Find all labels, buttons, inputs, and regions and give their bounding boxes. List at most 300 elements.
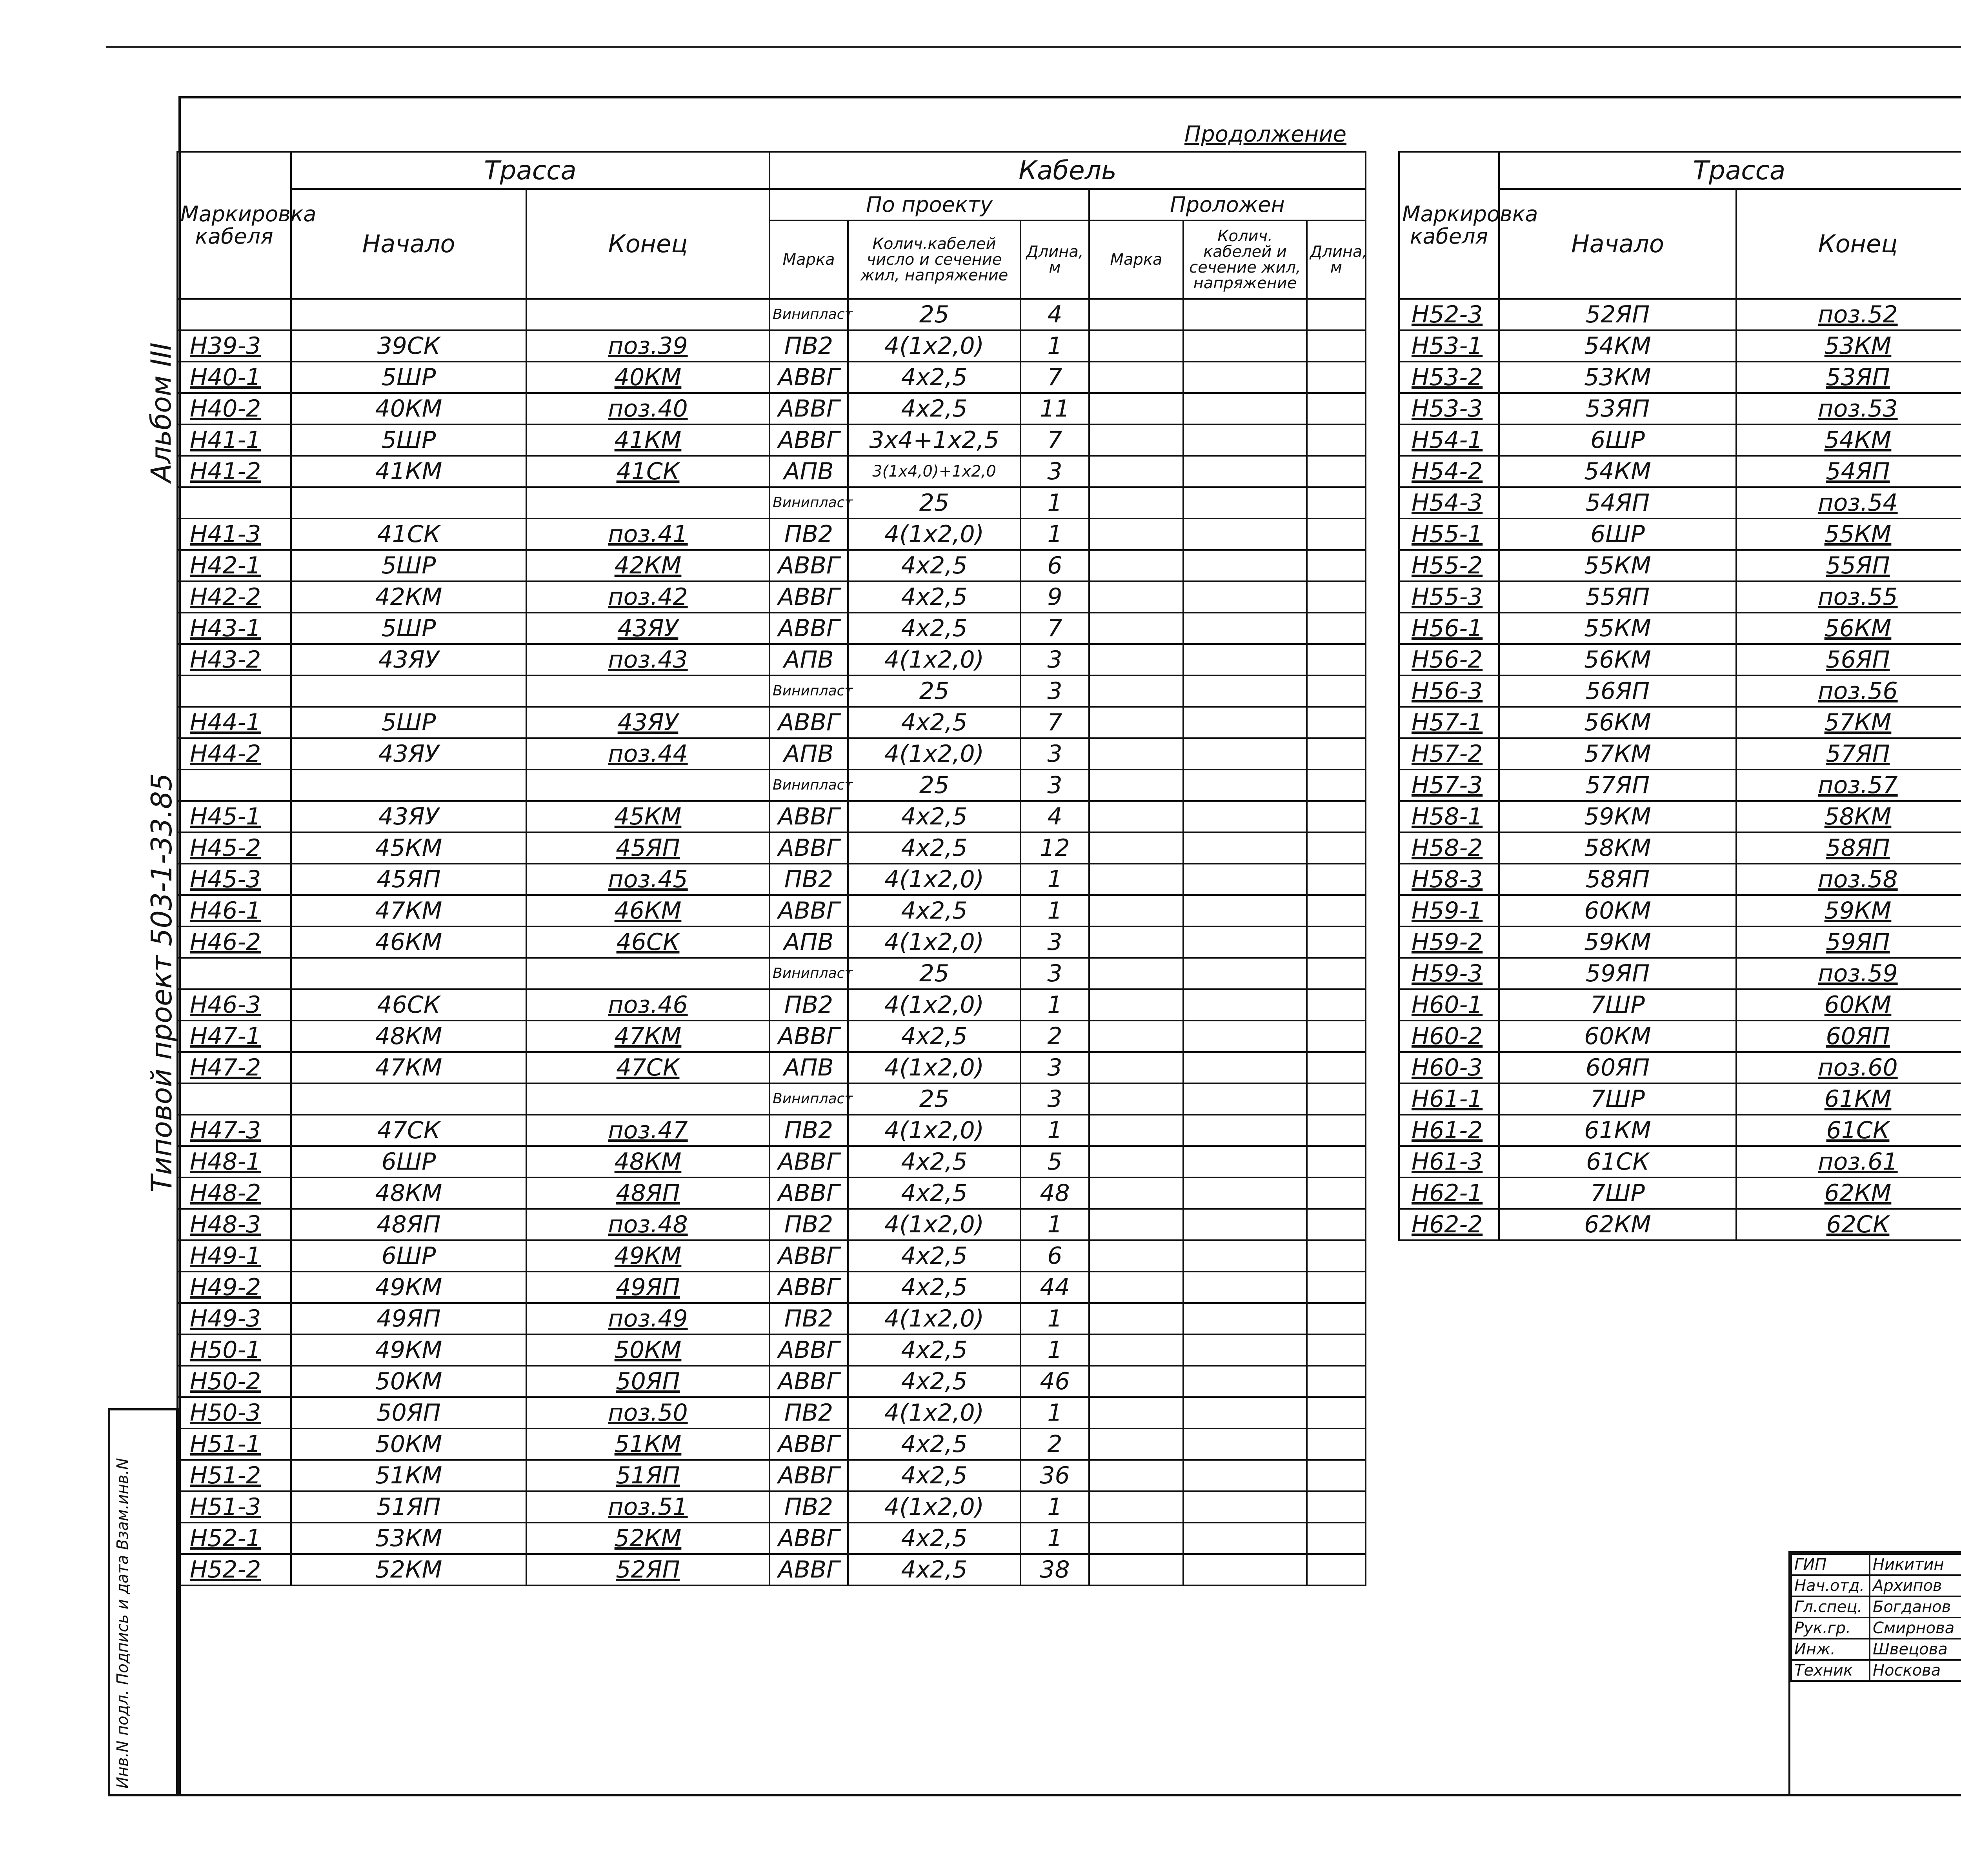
cell-start: 43ЯУ (291, 801, 526, 832)
cell-end (526, 299, 769, 330)
table-row (1399, 1177, 1961, 1209)
cell-brand: ПВ2 (769, 1209, 848, 1240)
cell-laid-empty (1183, 1491, 1307, 1523)
cell-marking: Н53-3 (1399, 393, 1499, 424)
cell-end: 54ЯП (1736, 456, 1961, 487)
cell-laid-empty (1307, 1334, 1366, 1366)
table-row (1399, 550, 1961, 581)
cell-length: 1 (1021, 864, 1089, 895)
cell-laid-empty (1089, 989, 1183, 1021)
table-row (1399, 926, 1961, 958)
cell-brand: АВВГ (769, 1272, 848, 1303)
cell-laid-empty (1183, 1272, 1307, 1303)
cell-laid-empty (1089, 1083, 1183, 1115)
cell-brand: АВВГ (769, 1021, 848, 1052)
cell-end: 51ЯП (526, 1460, 769, 1491)
table-row (177, 330, 1366, 362)
table-row (1399, 330, 1961, 362)
cell-start: 53КМ (291, 1523, 526, 1554)
cell-length: 12 (1021, 832, 1089, 864)
cell-marking: Н56-3 (1399, 675, 1499, 707)
cell-length: 7 (1021, 362, 1089, 393)
cell-brand: АПВ (769, 644, 848, 675)
cell-start: 61КМ (1499, 1115, 1736, 1146)
stamp-person-row (1791, 1554, 1961, 1575)
cell-laid-empty (1307, 864, 1366, 895)
cell-marking: Н55-1 (1399, 519, 1499, 550)
table-row (177, 1115, 1366, 1146)
cell-end: 59ЯП (1736, 926, 1961, 958)
header-laid-brand: Марка (1089, 220, 1183, 299)
cell-marking: Н60-1 (1399, 989, 1499, 1021)
cell-marking: Н58-2 (1399, 832, 1499, 864)
cell-spec: 4(1х2,0) (848, 989, 1021, 1021)
cell-spec: 4(1х2,0) (848, 1303, 1021, 1334)
cell-spec: 4(1х2,0) (848, 926, 1021, 958)
cell-end: 43ЯУ (526, 613, 769, 644)
cell-marking: Н46-2 (177, 926, 291, 958)
cell-length: 3 (1021, 644, 1089, 675)
table-row (177, 519, 1366, 550)
cell-spec: 4х2,5 (848, 1554, 1021, 1585)
table-row (1399, 864, 1961, 895)
cell-laid-empty (1183, 1303, 1307, 1334)
cell-laid-empty (1089, 1021, 1183, 1052)
cell-spec: 4(1х2,0) (848, 1052, 1021, 1083)
cell-laid-empty (1307, 1523, 1366, 1554)
cell-laid-empty (1307, 1554, 1366, 1585)
table-row (1399, 613, 1961, 644)
cell-end: 59КМ (1736, 895, 1961, 926)
cell-spec: 4(1х2,0) (848, 330, 1021, 362)
cell-end: поз.55 (1736, 581, 1961, 613)
cell-laid-empty (1183, 958, 1307, 989)
cell-marking: Н58-3 (1399, 864, 1499, 895)
table-row (177, 801, 1366, 832)
table-row (177, 1272, 1366, 1303)
header-route: Трасса (1499, 152, 1961, 189)
cable-journal-right (1398, 151, 1961, 1241)
cell-start: 47СК (291, 1115, 526, 1146)
cell-laid-empty (1089, 299, 1183, 330)
cell-start: 54ЯП (1499, 487, 1736, 519)
cell-start: 7ШР (1499, 1177, 1736, 1209)
cell-laid-empty (1307, 1460, 1366, 1491)
cell-start: 43ЯУ (291, 644, 526, 675)
cell-marking: Н45-2 (177, 832, 291, 864)
table-row (177, 926, 1366, 958)
cell-marking: Н41-1 (177, 424, 291, 456)
stamp-role: Гл.спец. (1791, 1596, 1870, 1618)
cell-marking: Н49-1 (177, 1240, 291, 1272)
cell-brand: ПВ2 (769, 330, 848, 362)
cell-brand: АВВГ (769, 393, 848, 424)
cell-spec: 25 (848, 770, 1021, 801)
cell-start (291, 675, 526, 707)
cell-end: 61КМ (1736, 1083, 1961, 1115)
cell-spec: 4х2,5 (848, 362, 1021, 393)
cell-marking: Н56-1 (1399, 613, 1499, 644)
cell-laid-empty (1307, 1209, 1366, 1240)
cell-start: 54КМ (1499, 330, 1736, 362)
cell-marking: Н60-3 (1399, 1052, 1499, 1083)
cell-brand: АВВГ (769, 613, 848, 644)
cell-laid-empty (1183, 1397, 1307, 1428)
cell-end: поз.49 (526, 1303, 769, 1334)
title-block (1788, 1551, 1961, 1796)
table-row (177, 895, 1366, 926)
cell-start: 50ЯП (291, 1397, 526, 1428)
table-row (177, 1083, 1366, 1115)
table-row (1399, 456, 1961, 487)
table-row (177, 1303, 1366, 1334)
cell-brand: ПВ2 (769, 864, 848, 895)
cell-end: поз.43 (526, 644, 769, 675)
cell-marking: Н42-2 (177, 581, 291, 613)
cell-laid-empty (1183, 1052, 1307, 1083)
cell-start: 51ЯП (291, 1491, 526, 1523)
cell-marking: Н59-1 (1399, 895, 1499, 926)
table-row (177, 424, 1366, 456)
cell-laid-empty (1183, 989, 1307, 1021)
cell-spec: 25 (848, 299, 1021, 330)
table-row (177, 1366, 1366, 1397)
cell-spec: 4х2,5 (848, 707, 1021, 738)
cell-start: 53ЯП (1499, 393, 1736, 424)
cell-length: 1 (1021, 989, 1089, 1021)
cell-laid-empty (1089, 801, 1183, 832)
cell-end: поз.51 (526, 1491, 769, 1523)
cell-marking: Н54-1 (1399, 424, 1499, 456)
cell-laid-empty (1089, 1240, 1183, 1272)
cell-start: 53КМ (1499, 362, 1736, 393)
cell-start: 54КМ (1499, 456, 1736, 487)
cell-end: 55КМ (1736, 519, 1961, 550)
cell-laid-empty (1183, 1460, 1307, 1491)
cell-marking: Н57-3 (1399, 770, 1499, 801)
cell-start: 6ШР (1499, 519, 1736, 550)
header-end: Конец (526, 189, 769, 299)
table-row (177, 738, 1366, 770)
cell-spec: 25 (848, 1083, 1021, 1115)
cell-laid-empty (1089, 1272, 1183, 1303)
cell-laid-empty (1183, 1523, 1307, 1554)
cell-laid-empty (1089, 487, 1183, 519)
cell-brand: АПВ (769, 738, 848, 770)
cell-end: 52ЯП (526, 1554, 769, 1585)
cell-marking: Н45-3 (177, 864, 291, 895)
header-start: Начало (291, 189, 526, 299)
cell-marking: Н49-3 (177, 1303, 291, 1334)
cell-marking: Н51-2 (177, 1460, 291, 1491)
cell-brand: ПВ2 (769, 1491, 848, 1523)
cell-start: 61СК (1499, 1146, 1736, 1177)
cell-laid-empty (1307, 299, 1366, 330)
cell-length: 3 (1021, 958, 1089, 989)
cell-end: 43ЯУ (526, 707, 769, 738)
cell-brand: ПВ2 (769, 1397, 848, 1428)
table-row (177, 1146, 1366, 1177)
cell-end: 62КМ (1736, 1177, 1961, 1209)
cell-laid-empty (1183, 1115, 1307, 1146)
cell-start: 45ЯП (291, 864, 526, 895)
right-rows (1399, 299, 1961, 1240)
cell-laid-empty (1183, 895, 1307, 926)
cell-start: 49КМ (291, 1334, 526, 1366)
cell-end: 42КМ (526, 550, 769, 581)
cell-marking: Н61-3 (1399, 1146, 1499, 1177)
cell-spec: 4х2,5 (848, 393, 1021, 424)
table-row (1399, 895, 1961, 926)
cell-brand: Винипласт (769, 299, 848, 330)
cell-laid-empty (1307, 1428, 1366, 1460)
cell-end: поз.42 (526, 581, 769, 613)
cell-length: 36 (1021, 1460, 1089, 1491)
cell-end: 49ЯП (526, 1272, 769, 1303)
table-row (177, 550, 1366, 581)
header-end: Конец (1736, 189, 1961, 299)
cell-laid-empty (1183, 1366, 1307, 1397)
cell-length: 3 (1021, 926, 1089, 958)
table-row (177, 770, 1366, 801)
cell-laid-empty (1307, 1146, 1366, 1177)
cell-end: поз.39 (526, 330, 769, 362)
cell-laid-empty (1307, 456, 1366, 487)
cell-brand: АВВГ (769, 1177, 848, 1209)
table-row (1399, 801, 1961, 832)
cell-end: поз.54 (1736, 487, 1961, 519)
stamp-name: Смирнова (1870, 1618, 1961, 1639)
cell-spec: 3(1х4,0)+1х2,0 (848, 456, 1021, 487)
cell-marking: Н47-3 (177, 1115, 291, 1146)
cell-spec: 4х2,5 (848, 1523, 1021, 1554)
cell-marking: Н52-1 (177, 1523, 291, 1554)
cell-laid-empty (1089, 1397, 1183, 1428)
cell-length: 3 (1021, 456, 1089, 487)
cell-marking (177, 487, 291, 519)
cell-laid-empty (1307, 926, 1366, 958)
cell-spec: 4х2,5 (848, 1021, 1021, 1052)
cell-marking: Н51-1 (177, 1428, 291, 1460)
table-row (177, 1523, 1366, 1554)
project-label: Типовой проект 503-1-33.85 (145, 773, 178, 1192)
cell-laid-empty (1183, 1209, 1307, 1240)
cell-end: поз.57 (1736, 770, 1961, 801)
cell-length: 1 (1021, 1397, 1089, 1428)
cell-laid-empty (1183, 519, 1307, 550)
cell-laid-empty (1089, 926, 1183, 958)
cell-marking: Н50-3 (177, 1397, 291, 1428)
cell-marking: Н43-2 (177, 644, 291, 675)
cell-start: 6ШР (291, 1146, 526, 1177)
table-row (177, 1052, 1366, 1083)
cell-laid-empty (1307, 738, 1366, 770)
cell-marking: Н47-1 (177, 1021, 291, 1052)
cell-laid-empty (1183, 801, 1307, 832)
cell-brand: АВВГ (769, 581, 848, 613)
stamp-name: Носкова (1870, 1660, 1961, 1681)
cell-end: 41КМ (526, 424, 769, 456)
cell-end: 54КМ (1736, 424, 1961, 456)
cell-start: 42КМ (291, 581, 526, 613)
table-row (1399, 738, 1961, 770)
cell-start: 56КМ (1499, 707, 1736, 738)
cable-journal-left (176, 151, 1366, 1586)
cell-brand: АВВГ (769, 1523, 848, 1554)
cell-laid-empty (1089, 393, 1183, 424)
cell-marking: Н53-2 (1399, 362, 1499, 393)
cell-laid-empty (1307, 1177, 1366, 1209)
cell-end: 60КМ (1736, 989, 1961, 1021)
cell-marking: Н44-2 (177, 738, 291, 770)
cell-spec: 4х2,5 (848, 1428, 1021, 1460)
cell-laid-empty (1089, 1428, 1183, 1460)
cell-length: 1 (1021, 487, 1089, 519)
cell-marking: Н62-1 (1399, 1177, 1499, 1209)
cell-start: 49ЯП (291, 1303, 526, 1334)
cell-end: поз.52 (1736, 299, 1961, 330)
cell-laid-empty (1183, 1083, 1307, 1115)
cell-laid-empty (1089, 1491, 1183, 1523)
cell-start: 51КМ (291, 1460, 526, 1491)
cell-brand: ПВ2 (769, 519, 848, 550)
cell-laid-empty (1183, 1334, 1307, 1366)
cell-length: 46 (1021, 1366, 1089, 1397)
cell-length: 6 (1021, 1240, 1089, 1272)
cell-start: 39СК (291, 330, 526, 362)
header-by-project: По проекту (769, 189, 1089, 220)
cell-laid-empty (1089, 895, 1183, 926)
cell-marking: Н54-3 (1399, 487, 1499, 519)
table-row (1399, 519, 1961, 550)
cell-length: 44 (1021, 1272, 1089, 1303)
cell-laid-empty (1307, 1303, 1366, 1334)
cell-length: 7 (1021, 707, 1089, 738)
table-row (1399, 299, 1961, 330)
left-rows (177, 299, 1366, 1585)
cell-brand: ПВ2 (769, 1115, 848, 1146)
cell-spec: 4х2,5 (848, 1240, 1021, 1272)
cell-length: 1 (1021, 895, 1089, 926)
cell-end: поз.50 (526, 1397, 769, 1428)
cell-length: 1 (1021, 519, 1089, 550)
cell-start: 48КМ (291, 1177, 526, 1209)
cell-brand: АВВГ (769, 1428, 848, 1460)
top-rule (106, 46, 1961, 48)
cell-start: 62КМ (1499, 1209, 1736, 1240)
header-brand: Марка (769, 220, 848, 299)
table-row (177, 958, 1366, 989)
cell-laid-empty (1183, 487, 1307, 519)
stamp-person-row (1791, 1660, 1961, 1681)
cell-end: поз.44 (526, 738, 769, 770)
header-laid: Проложен (1089, 189, 1366, 220)
cell-length: 3 (1021, 1052, 1089, 1083)
cell-marking: Н41-2 (177, 456, 291, 487)
cell-spec: 4(1х2,0) (848, 1491, 1021, 1523)
cell-end (526, 958, 769, 989)
cell-laid-empty (1307, 1083, 1366, 1115)
table-row (177, 675, 1366, 707)
cell-spec: 3х4+1х2,5 (848, 424, 1021, 456)
cell-start: 49КМ (291, 1272, 526, 1303)
cell-brand: АВВГ (769, 424, 848, 456)
table-row (1399, 1052, 1961, 1083)
cell-spec: 4х2,5 (848, 832, 1021, 864)
cell-marking: Н42-1 (177, 550, 291, 581)
cell-brand: Винипласт (769, 675, 848, 707)
cell-laid-empty (1183, 707, 1307, 738)
cell-spec: 4(1х2,0) (848, 738, 1021, 770)
cell-laid-empty (1183, 644, 1307, 675)
album-label: Альбом III (145, 342, 177, 482)
cell-start: 40КМ (291, 393, 526, 424)
cell-brand: Винипласт (769, 487, 848, 519)
cell-start: 59ЯП (1499, 958, 1736, 989)
cell-length: 1 (1021, 330, 1089, 362)
cell-end: поз.53 (1736, 393, 1961, 424)
cell-spec: 4(1х2,0) (848, 1115, 1021, 1146)
cell-end: 51КМ (526, 1428, 769, 1460)
header-cable: Кабель (769, 152, 1366, 189)
cell-length: 48 (1021, 1177, 1089, 1209)
cell-marking: Н46-1 (177, 895, 291, 926)
table-row (177, 487, 1366, 519)
table-row (177, 362, 1366, 393)
cell-laid-empty (1089, 1115, 1183, 1146)
header-marking: Маркировка кабеля (177, 152, 291, 299)
cell-start: 47КМ (291, 895, 526, 926)
cell-spec: 4(1х2,0) (848, 1209, 1021, 1240)
stamp-person-row (1791, 1618, 1961, 1639)
table-row (1399, 832, 1961, 864)
table-row (1399, 581, 1961, 613)
cell-brand: АВВГ (769, 707, 848, 738)
cell-laid-empty (1183, 456, 1307, 487)
table-row (1399, 1083, 1961, 1115)
cell-marking: Н41-3 (177, 519, 291, 550)
cell-end: 48КМ (526, 1146, 769, 1177)
cell-start: 58ЯП (1499, 864, 1736, 895)
cell-brand: АВВГ (769, 1554, 848, 1585)
cell-spec: 4(1х2,0) (848, 644, 1021, 675)
cell-laid-empty (1089, 958, 1183, 989)
table-row (1399, 487, 1961, 519)
table-row (177, 1554, 1366, 1585)
cell-marking: Н61-1 (1399, 1083, 1499, 1115)
cell-laid-empty (1089, 1052, 1183, 1083)
cell-length: 1 (1021, 1303, 1089, 1334)
cell-laid-empty (1089, 456, 1183, 487)
cell-laid-empty (1183, 738, 1307, 770)
header-length: Длина, м (1021, 220, 1089, 299)
cell-laid-empty (1307, 424, 1366, 456)
header-route: Трасса (291, 152, 769, 189)
cell-end: поз.40 (526, 393, 769, 424)
cell-laid-empty (1089, 1303, 1183, 1334)
cell-laid-empty (1089, 738, 1183, 770)
stamp-name: Швецова (1870, 1639, 1961, 1660)
cell-laid-empty (1089, 832, 1183, 864)
cell-spec: 4х2,5 (848, 1460, 1021, 1491)
cell-start: 7ШР (1499, 1083, 1736, 1115)
people-table (1790, 1553, 1961, 1682)
table-row (177, 864, 1366, 895)
cell-marking: Н50-1 (177, 1334, 291, 1366)
cell-end: 45ЯП (526, 832, 769, 864)
header-start: Начало (1499, 189, 1736, 299)
header-marking: Маркировка кабеля (1399, 152, 1499, 299)
